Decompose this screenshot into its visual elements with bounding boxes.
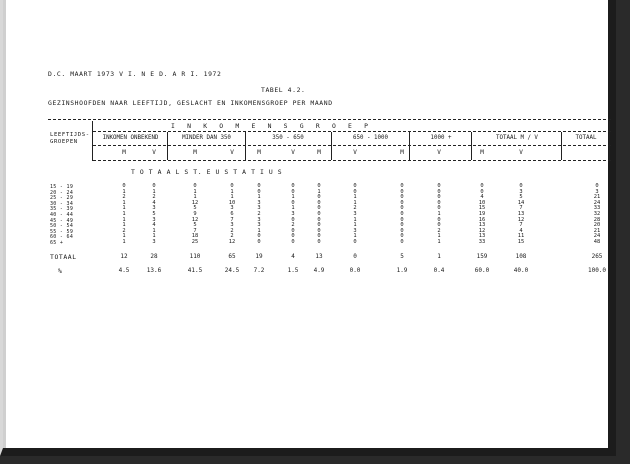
data-cell: 2	[122, 194, 126, 201]
data-cell: 1	[230, 194, 234, 201]
data-cell: 1	[353, 233, 357, 240]
data-cell: 48	[593, 239, 601, 245]
data-cell: 0	[317, 183, 321, 189]
section-title: T O T A A L S T. E U S T A T I U S	[131, 168, 283, 176]
data-cell: 0	[291, 188, 295, 195]
data-cell: 21	[593, 194, 601, 201]
data-cell: 2	[230, 227, 234, 234]
age-group-label: 50 - 54	[50, 223, 74, 230]
data-cell: 0	[317, 233, 321, 240]
total-row-label: TOTAAL	[50, 253, 77, 261]
data-cell: 1	[122, 233, 126, 240]
sex-header-cell: V	[519, 149, 523, 156]
data-cell: 3	[353, 211, 357, 217]
age-group-label: 40 - 44	[50, 212, 74, 218]
total-cell: 65	[228, 253, 236, 260]
table-right-edge	[609, 121, 610, 161]
data-cell: 3	[257, 199, 261, 206]
sex-header-cell: M	[193, 149, 197, 156]
data-cell: 0	[291, 227, 295, 234]
percent-cell: 4.9	[313, 267, 325, 274]
data-cell: 2	[152, 194, 156, 201]
data-cell: 0	[595, 183, 599, 189]
data-cell: 2	[122, 227, 126, 234]
table-top-rule	[48, 119, 611, 120]
data-cell: 11	[517, 233, 525, 240]
data-cell: 0	[353, 239, 357, 245]
data-cell: 12	[517, 216, 525, 223]
total-cell: 108	[515, 253, 527, 260]
age-group-label: 65 +	[50, 240, 64, 246]
data-cell: 0	[317, 199, 321, 206]
data-cell: 13	[478, 222, 486, 229]
data-cell: 7	[193, 227, 197, 234]
total-cell: 13	[315, 253, 323, 260]
data-cell: 0	[317, 227, 321, 234]
percent-cell: 41.5	[187, 267, 203, 274]
data-cell: 1	[437, 211, 441, 217]
data-cell: 1	[257, 227, 261, 234]
data-cell: 0	[152, 183, 156, 189]
data-cell: 15	[517, 239, 525, 245]
data-cell: 0	[257, 233, 261, 240]
table-number: TABEL 4.2.	[261, 86, 306, 94]
data-cell: 1	[122, 188, 126, 195]
income-group-rule	[93, 145, 611, 146]
data-cell: 4	[152, 222, 156, 229]
data-cell: 1	[291, 194, 295, 201]
income-group-header: 350 - 650	[272, 135, 304, 141]
data-cell: 0	[317, 216, 321, 223]
data-cell: 0	[353, 183, 357, 189]
income-group-header: TOTAAL M / V	[496, 135, 538, 141]
percent-cell: 40.0	[513, 267, 529, 274]
data-cell: 3	[257, 222, 261, 229]
income-group-divider	[331, 132, 332, 160]
data-cell: 2	[291, 222, 295, 229]
data-cell: 0	[291, 239, 295, 245]
income-group-divider	[245, 132, 246, 160]
sex-header-cell: M	[257, 149, 261, 156]
row-header-divider	[92, 121, 93, 161]
data-cell: 33	[593, 205, 601, 212]
data-cell: 3	[152, 205, 156, 212]
data-cell: 0	[353, 188, 357, 195]
data-cell: 0	[480, 188, 484, 195]
percent-cell: 7.2	[253, 267, 265, 274]
percent-cell: 100.0	[587, 267, 607, 274]
data-cell: 1	[437, 239, 441, 245]
data-cell: 12	[191, 216, 199, 223]
data-cell: 5	[152, 211, 156, 217]
data-cell: 13	[517, 211, 525, 217]
sex-header-cell: V	[291, 149, 295, 156]
sex-header-cell: M	[400, 149, 404, 156]
data-cell: 1	[152, 188, 156, 195]
data-cell: 1	[152, 233, 156, 240]
data-cell: 0	[317, 205, 321, 212]
data-cell: 5	[193, 222, 197, 229]
data-cell: 18	[191, 233, 199, 240]
data-cell: 1	[353, 222, 357, 229]
data-cell: 0	[480, 183, 484, 189]
data-cell: 4	[519, 227, 523, 234]
total-cell: 28	[150, 253, 158, 260]
data-cell: 1	[122, 222, 126, 229]
document-header-line: D.C. MAART 1973 V I. N E D. A R I. 1972	[48, 70, 222, 78]
total-cell: 12	[120, 253, 128, 260]
data-cell: 1	[193, 188, 197, 195]
data-cell: 3	[230, 205, 234, 212]
sex-header-cell: V	[353, 149, 357, 156]
age-group-label: 55 - 59	[50, 228, 74, 235]
data-cell: 1	[152, 227, 156, 234]
data-cell: 1	[353, 199, 357, 206]
data-cell: 1	[122, 205, 126, 212]
data-cell: 0	[400, 183, 404, 189]
percent-cell: 60.0	[474, 267, 490, 274]
data-cell: 12	[478, 227, 486, 234]
data-cell: 0	[257, 239, 261, 245]
data-cell: 6	[230, 211, 234, 217]
data-cell: 0	[437, 188, 441, 195]
data-cell: 0	[400, 194, 404, 201]
age-group-label: 25 - 29	[50, 195, 74, 202]
income-group-header: 650 - 1000	[353, 135, 388, 141]
data-cell: 3	[152, 216, 156, 223]
data-cell: 0	[437, 199, 441, 206]
data-cell: 1	[291, 205, 295, 212]
data-cell: 5	[519, 194, 523, 201]
total-cell: 19	[255, 253, 263, 260]
data-cell: 3	[257, 205, 261, 212]
data-cell: 0	[400, 188, 404, 195]
data-cell: 24	[593, 233, 601, 240]
data-cell: 14	[517, 199, 525, 206]
percent-row-label: %	[58, 267, 63, 275]
data-cell: 21	[593, 227, 601, 234]
data-cell: 1	[257, 194, 261, 201]
income-banner: I N K O M E N S G R O E P	[171, 122, 373, 130]
data-cell: 0	[400, 239, 404, 245]
percent-cell: 24.5	[224, 267, 240, 274]
data-cell: 9	[193, 211, 197, 217]
data-cell: 1	[122, 199, 126, 206]
data-cell: 7	[230, 216, 234, 223]
total-cell: 1	[437, 253, 441, 260]
data-cell: 1	[122, 239, 126, 245]
data-cell: 12	[191, 199, 199, 206]
data-cell: 3	[291, 211, 295, 217]
data-cell: 0	[291, 183, 295, 189]
data-cell: 0	[230, 183, 234, 189]
data-cell: 3	[519, 188, 523, 195]
sex-header-cell: M	[317, 149, 321, 156]
percent-cell: 0.0	[349, 267, 361, 274]
sex-header-cell: V	[152, 149, 156, 156]
sex-header-cell: M	[122, 149, 126, 156]
data-cell: 0	[400, 227, 404, 234]
data-cell: 3	[595, 188, 599, 195]
data-cell: 0	[317, 211, 321, 217]
income-group-header: 1000 +	[430, 135, 452, 141]
data-cell: 0	[437, 222, 441, 229]
data-cell: 2	[257, 211, 261, 217]
table-title: GEZINSHOOFDEN NAAR LEEFTIJD, GESLACHT EN INKOMENSGROEP PER MAAND	[48, 99, 333, 107]
data-cell: 0	[400, 222, 404, 229]
row-header-label-line2: GROEPEN	[50, 139, 78, 145]
age-group-label: 15 - 19	[50, 184, 74, 190]
data-cell: 13	[478, 233, 486, 240]
sex-header-cell: M	[480, 149, 484, 156]
percent-cell: 1.5	[287, 267, 299, 274]
data-cell: 2	[230, 233, 234, 240]
sex-row-rule	[93, 160, 611, 161]
total-cell: 0	[353, 253, 357, 260]
data-cell: 1	[437, 233, 441, 240]
age-group-label: 60 - 64	[50, 234, 74, 241]
sex-header-cell: V	[437, 149, 441, 156]
age-group-label: 20 - 24	[50, 189, 74, 196]
row-header-label-line1: LEEFTIJDS-	[50, 132, 90, 138]
total-cell: 110	[189, 253, 201, 260]
data-cell: 10	[228, 199, 236, 206]
data-cell: 19	[478, 211, 486, 217]
data-cell: 15	[478, 205, 486, 212]
data-cell: 0	[257, 183, 261, 189]
data-cell: 0	[437, 183, 441, 189]
age-group-label: 30 - 34	[50, 200, 74, 207]
age-group-label: 35 - 39	[50, 206, 74, 213]
banner-rule	[93, 131, 611, 132]
data-cell: 4	[480, 194, 484, 201]
data-cell: 0	[291, 199, 295, 206]
data-cell: 1	[353, 194, 357, 201]
total-cell: 265	[591, 253, 603, 260]
data-cell: 1	[353, 216, 357, 223]
data-cell: 24	[593, 199, 601, 206]
data-cell: 0	[400, 205, 404, 212]
income-group-divider	[561, 132, 562, 160]
income-group-header: INKOMEN ONBEKEND	[102, 135, 159, 141]
data-cell: 0	[519, 183, 523, 189]
data-cell: 10	[478, 199, 486, 206]
total-cell: 5	[400, 253, 404, 260]
data-cell: 1	[122, 216, 126, 223]
percent-cell: 13.6	[146, 267, 162, 274]
income-group-header: TOTAAL	[575, 135, 597, 141]
data-cell: 0	[400, 216, 404, 223]
data-cell: 0	[257, 188, 261, 195]
total-cell: 159	[476, 253, 488, 260]
income-group-divider	[167, 132, 168, 160]
income-group-header: MINDER DAN 350	[182, 135, 231, 141]
data-cell: 0	[317, 222, 321, 229]
data-cell: 28	[593, 216, 601, 223]
total-cell: 4	[291, 253, 295, 260]
data-cell: 16	[478, 216, 486, 223]
data-cell: 0	[122, 183, 126, 189]
data-cell: 25	[191, 239, 199, 245]
data-cell: 20	[593, 222, 601, 229]
data-cell: 1	[122, 211, 126, 217]
data-cell: 0	[437, 216, 441, 223]
data-cell: 0	[291, 233, 295, 240]
data-cell: 1	[230, 188, 234, 195]
data-cell: 3	[152, 239, 156, 245]
income-group-divider	[471, 132, 472, 160]
data-cell: 0	[193, 183, 197, 189]
age-group-label: 45 - 49	[50, 217, 74, 224]
data-cell: 7	[519, 205, 523, 212]
data-cell: 32	[593, 211, 601, 217]
data-cell: 12	[228, 239, 236, 245]
data-cell: 3	[230, 222, 234, 229]
data-cell: 0	[291, 216, 295, 223]
data-cell: 1	[193, 194, 197, 201]
data-cell: 0	[437, 194, 441, 201]
data-cell: 0	[400, 211, 404, 217]
data-cell: 0	[317, 239, 321, 245]
data-cell: 1	[317, 188, 321, 195]
percent-cell: 0.4	[433, 267, 445, 274]
data-cell: 4	[152, 199, 156, 206]
sex-header-cell: V	[230, 149, 234, 156]
data-cell: 0	[317, 194, 321, 201]
percent-cell: 1.9	[396, 267, 408, 274]
data-cell: 33	[478, 239, 486, 245]
data-cell: 0	[400, 199, 404, 206]
data-cell: 2	[353, 205, 357, 212]
data-cell: 7	[519, 222, 523, 229]
data-cell: 3	[257, 216, 261, 223]
binding-edge	[3, 0, 6, 448]
data-cell: 2	[437, 227, 441, 234]
data-cell: 3	[353, 227, 357, 234]
data-cell: 0	[400, 233, 404, 240]
data-cell: 5	[193, 205, 197, 212]
data-cell: 0	[437, 205, 441, 212]
percent-cell: 4.5	[118, 267, 130, 274]
